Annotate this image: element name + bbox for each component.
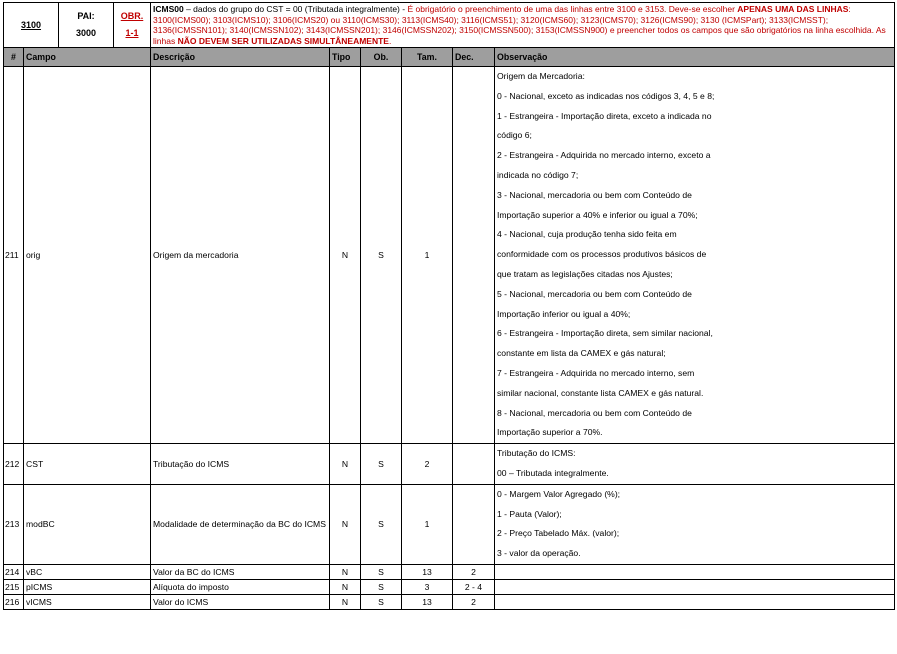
obr-value: 1-1 bbox=[125, 28, 139, 38]
obs-line: 1 - Estrangeira - Importação direta, exceto a indicada no bbox=[497, 110, 712, 121]
row-tipo: N bbox=[330, 444, 361, 485]
row-num: 215 bbox=[4, 579, 24, 594]
row-dec: 2 bbox=[453, 594, 495, 609]
row-tam: 13 bbox=[402, 564, 453, 579]
obs-line: 6 - Estrangeira - Importação direta, sem similar nacional, bbox=[497, 328, 713, 339]
spec-table-container bbox=[3, 2, 894, 610]
row-observacao bbox=[495, 444, 895, 485]
column-header-row bbox=[4, 48, 895, 67]
obs-line: 1 - Pauta (Valor); bbox=[497, 508, 562, 519]
spec-table bbox=[3, 2, 895, 610]
obs-line: 4 - Nacional, cuja produção tenha sido feita em bbox=[497, 229, 677, 240]
group-code: 3100 bbox=[4, 3, 59, 48]
row-dec bbox=[453, 67, 495, 444]
row-campo: pICMS bbox=[24, 579, 151, 594]
obs-line: 00 – Tributada integralmente. bbox=[497, 467, 609, 478]
pai-value: 3000 bbox=[75, 28, 97, 38]
row-tam: 2 bbox=[402, 444, 453, 485]
col-campo-header: Campo bbox=[24, 48, 151, 67]
row-ob: S bbox=[361, 594, 402, 609]
col-dec-header: Dec. bbox=[453, 48, 495, 67]
row-dec: 2 - 4 bbox=[453, 579, 495, 594]
table-row bbox=[4, 444, 895, 485]
row-tam: 13 bbox=[402, 594, 453, 609]
col-obs-header: Observação bbox=[495, 48, 895, 67]
obs-line: 3 - valor da operação. bbox=[497, 548, 581, 559]
obr-cell bbox=[114, 3, 151, 48]
obs-line: 0 - Margem Valor Agregado (%); bbox=[497, 488, 621, 499]
row-num: 211 bbox=[4, 67, 24, 444]
table-row bbox=[4, 579, 895, 594]
row-tipo: N bbox=[330, 67, 361, 444]
row-tam: 1 bbox=[402, 484, 453, 564]
row-tipo: N bbox=[330, 579, 361, 594]
row-tipo: N bbox=[330, 594, 361, 609]
obr-label: OBR. bbox=[120, 11, 144, 21]
table-row bbox=[4, 594, 895, 609]
obs-line: Importação superior a 40% e inferior ou igual a 70%; bbox=[497, 209, 698, 220]
group-header-row bbox=[4, 3, 895, 48]
col-tipo-header: Tipo bbox=[330, 48, 361, 67]
row-ob: S bbox=[361, 67, 402, 444]
row-ob: S bbox=[361, 564, 402, 579]
pai-label: PAI: bbox=[77, 11, 95, 21]
pai-cell bbox=[59, 3, 114, 48]
row-dec: 2 bbox=[453, 564, 495, 579]
row-num: 212 bbox=[4, 444, 24, 485]
col-tam-header: Tam. bbox=[402, 48, 453, 67]
row-observacao bbox=[495, 484, 895, 564]
obs-line: 5 - Nacional, mercadoria ou bem com Conteúdo de bbox=[497, 288, 692, 299]
row-descricao: Modalidade de determinação da BC do ICMS bbox=[151, 484, 330, 564]
row-tipo: N bbox=[330, 564, 361, 579]
row-tam: 1 bbox=[402, 67, 453, 444]
row-dec bbox=[453, 484, 495, 564]
obs-line: que tratam as legislações citadas nos Ajustes; bbox=[497, 268, 673, 279]
row-observacao bbox=[495, 564, 895, 579]
row-campo: orig bbox=[24, 67, 151, 444]
row-ob: S bbox=[361, 484, 402, 564]
group-desc-p3: APENAS UMA DAS LINHAS bbox=[737, 4, 849, 14]
row-ob: S bbox=[361, 579, 402, 594]
row-tam: 3 bbox=[402, 579, 453, 594]
obs-line: 7 - Estrangeira - Adquirida no mercado interno, sem bbox=[497, 367, 695, 378]
group-desc-p4: : 3100(ICMS00); 3103(ICMS10); 3106(ICMS20) ou 3110(ICMS30); 3113(ICMS40); 3116(ICMS51); 3120(ICMS60); 3123(ICMS70); 3126(ICMS90); 3130 (ICMSPart); 3133(ICMSST); 3136(ICMSSN101); 3140(ICMSSN102); 3143(ICMSSN201); 3146(ICMSSN202); 3150(ICMSSN500); 3153(ICMSSN900) e preencher todos os campos que são obrigatórios na linha escolhida. As linhas bbox=[153, 4, 886, 46]
obs-line: 2 - Preço Tabelado Máx. (valor); bbox=[497, 528, 620, 539]
row-observacao bbox=[495, 594, 895, 609]
obs-line: similar nacional, constante lista CAMEX e gás natural. bbox=[497, 387, 704, 398]
obs-line: indicada no código 7; bbox=[497, 169, 579, 180]
col-num-header: # bbox=[4, 48, 24, 67]
row-campo: modBC bbox=[24, 484, 151, 564]
row-descricao: Origem da mercadoria bbox=[151, 67, 330, 444]
row-num: 214 bbox=[4, 564, 24, 579]
row-campo: vICMS bbox=[24, 594, 151, 609]
obs-line: Tributação do ICMS: bbox=[497, 448, 576, 459]
group-desc-p6: . bbox=[388, 35, 392, 46]
row-descricao: Tributação do ICMS bbox=[151, 444, 330, 485]
group-description bbox=[151, 3, 895, 48]
table-row bbox=[4, 564, 895, 579]
obs-line: Importação superior a 70%. bbox=[497, 427, 603, 438]
obs-line: 8 - Nacional, mercadoria ou bem com Conteúdo de bbox=[497, 407, 692, 418]
row-campo: CST bbox=[24, 444, 151, 485]
row-campo: vBC bbox=[24, 564, 151, 579]
obs-line: 2 - Estrangeira - Adquirida no mercado interno, exceto a bbox=[497, 150, 711, 161]
row-descricao: Alíquota do imposto bbox=[151, 579, 330, 594]
row-dec bbox=[453, 444, 495, 485]
row-descricao: Valor do ICMS bbox=[151, 594, 330, 609]
row-observacao bbox=[495, 67, 895, 444]
col-ob-header: Ob. bbox=[361, 48, 402, 67]
row-num: 216 bbox=[4, 594, 24, 609]
obs-line: 0 - Nacional, exceto as indicadas nos códigos 3, 4, 5 e 8; bbox=[497, 90, 715, 101]
table-row bbox=[4, 67, 895, 444]
col-descricao-header: Descrição bbox=[151, 48, 330, 67]
group-desc-p1: – dados do grupo do CST = 00 (Tributada integralmente) - bbox=[183, 4, 408, 14]
group-desc-p5: NÃO DEVEM SER UTILIZADAS SIMULTÂNEAMENTE bbox=[177, 35, 389, 46]
obs-line: Origem da Mercadoria: bbox=[497, 71, 585, 81]
obs-line: constante em lista da CAMEX e gás natural; bbox=[497, 348, 666, 359]
obs-line: Importação inferior ou igual a 40%; bbox=[497, 308, 631, 319]
group-desc-title: ICMS00 bbox=[153, 4, 184, 14]
table-row bbox=[4, 484, 895, 564]
row-descricao: Valor da BC do ICMS bbox=[151, 564, 330, 579]
obs-line: 3 - Nacional, mercadoria ou bem com Conteúdo de bbox=[497, 189, 692, 200]
obs-line: conformidade com os processos produtivos básicos de bbox=[497, 249, 707, 260]
obs-line: código 6; bbox=[497, 130, 532, 141]
row-observacao bbox=[495, 579, 895, 594]
row-num: 213 bbox=[4, 484, 24, 564]
row-tipo: N bbox=[330, 484, 361, 564]
row-ob: S bbox=[361, 444, 402, 485]
group-desc-p2: É obrigatório o preenchimento de uma das linhas entre 3100 e 3153. Deve-se escolher bbox=[407, 4, 738, 14]
